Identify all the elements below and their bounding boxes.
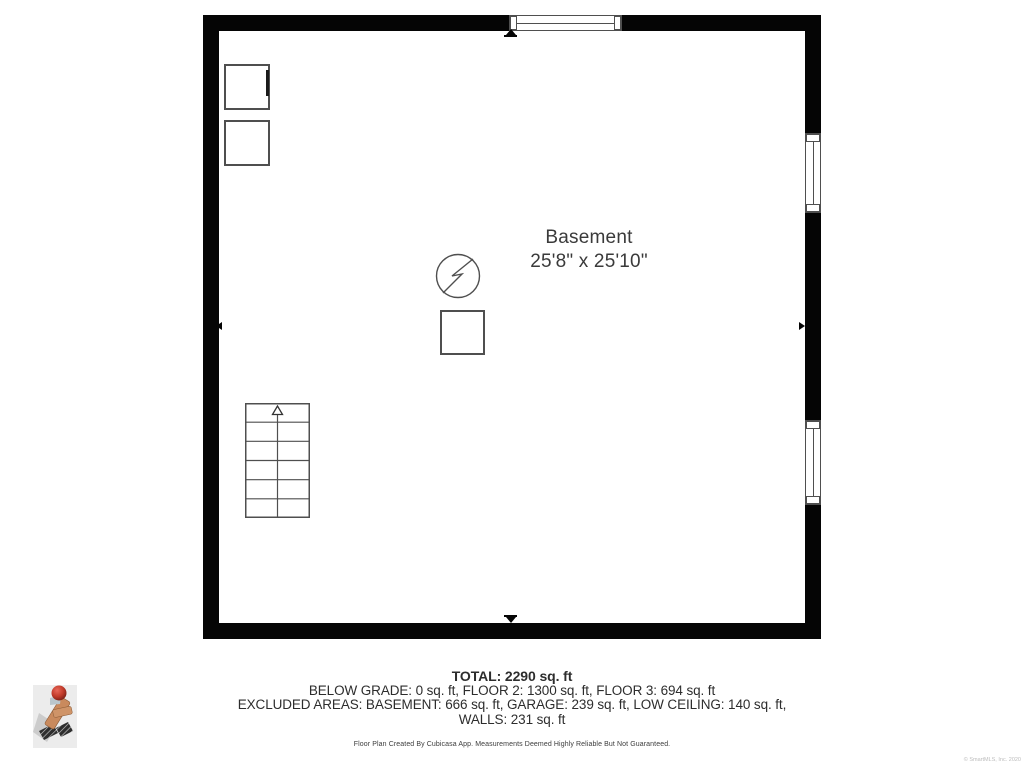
top-window-icon <box>509 15 622 31</box>
window-end-cap <box>510 16 517 30</box>
window-glass-line <box>813 142 814 204</box>
triangle-down <box>506 617 516 623</box>
appliance-box-1 <box>224 64 270 110</box>
floors-area-line: BELOW GRADE: 0 sq. ft, FLOOR 2: 1300 sq. ft, FLOOR 3: 694 sq. ft <box>308 682 716 698</box>
window-end-cap <box>614 16 621 30</box>
disclaimer-text: Floor Plan Created By Cubicasa App. Measurements Deemed Highly Reliable But Not Guaranteed. <box>353 741 671 748</box>
excluded-area-line: EXCLUDED AREAS: BASEMENT: 666 sq. ft, GARAGE: 239 sq. ft, LOW CEILING: 140 sq. ft, <box>237 697 787 713</box>
right-window-upper-icon <box>805 133 821 213</box>
room-label <box>469 226 709 274</box>
room-dimensions: 25'8" x 25'10" <box>530 251 648 272</box>
extent-marker-bottom-icon <box>504 615 517 623</box>
marker-bar <box>504 35 517 37</box>
appliance-door-mark <box>266 70 269 96</box>
room-name: Basement <box>545 227 633 248</box>
area-summary <box>0 669 1024 727</box>
realtor-logo <box>33 685 77 748</box>
window-end-cap <box>806 204 820 212</box>
extent-marker-left-icon <box>216 322 222 330</box>
appliance-box-2 <box>224 120 270 166</box>
staircase-icon <box>245 403 310 518</box>
total-area-line: TOTAL: 2290 sq. ft <box>451 668 573 684</box>
right-window-lower-icon <box>805 420 821 505</box>
utility-box <box>440 310 485 355</box>
window-glass-line <box>517 23 614 24</box>
walls-area-line: WALLS: 231 sq. ft <box>458 711 566 727</box>
copyright-text: © SmartMLS, Inc. 2020 <box>963 757 1021 763</box>
window-end-cap <box>806 134 820 142</box>
exterior-walls <box>203 15 821 639</box>
extent-marker-top-icon <box>504 29 517 37</box>
window-glass-line <box>813 429 814 496</box>
window-end-cap <box>806 421 820 429</box>
extent-marker-right-icon <box>799 322 805 330</box>
window-end-cap <box>806 496 820 504</box>
